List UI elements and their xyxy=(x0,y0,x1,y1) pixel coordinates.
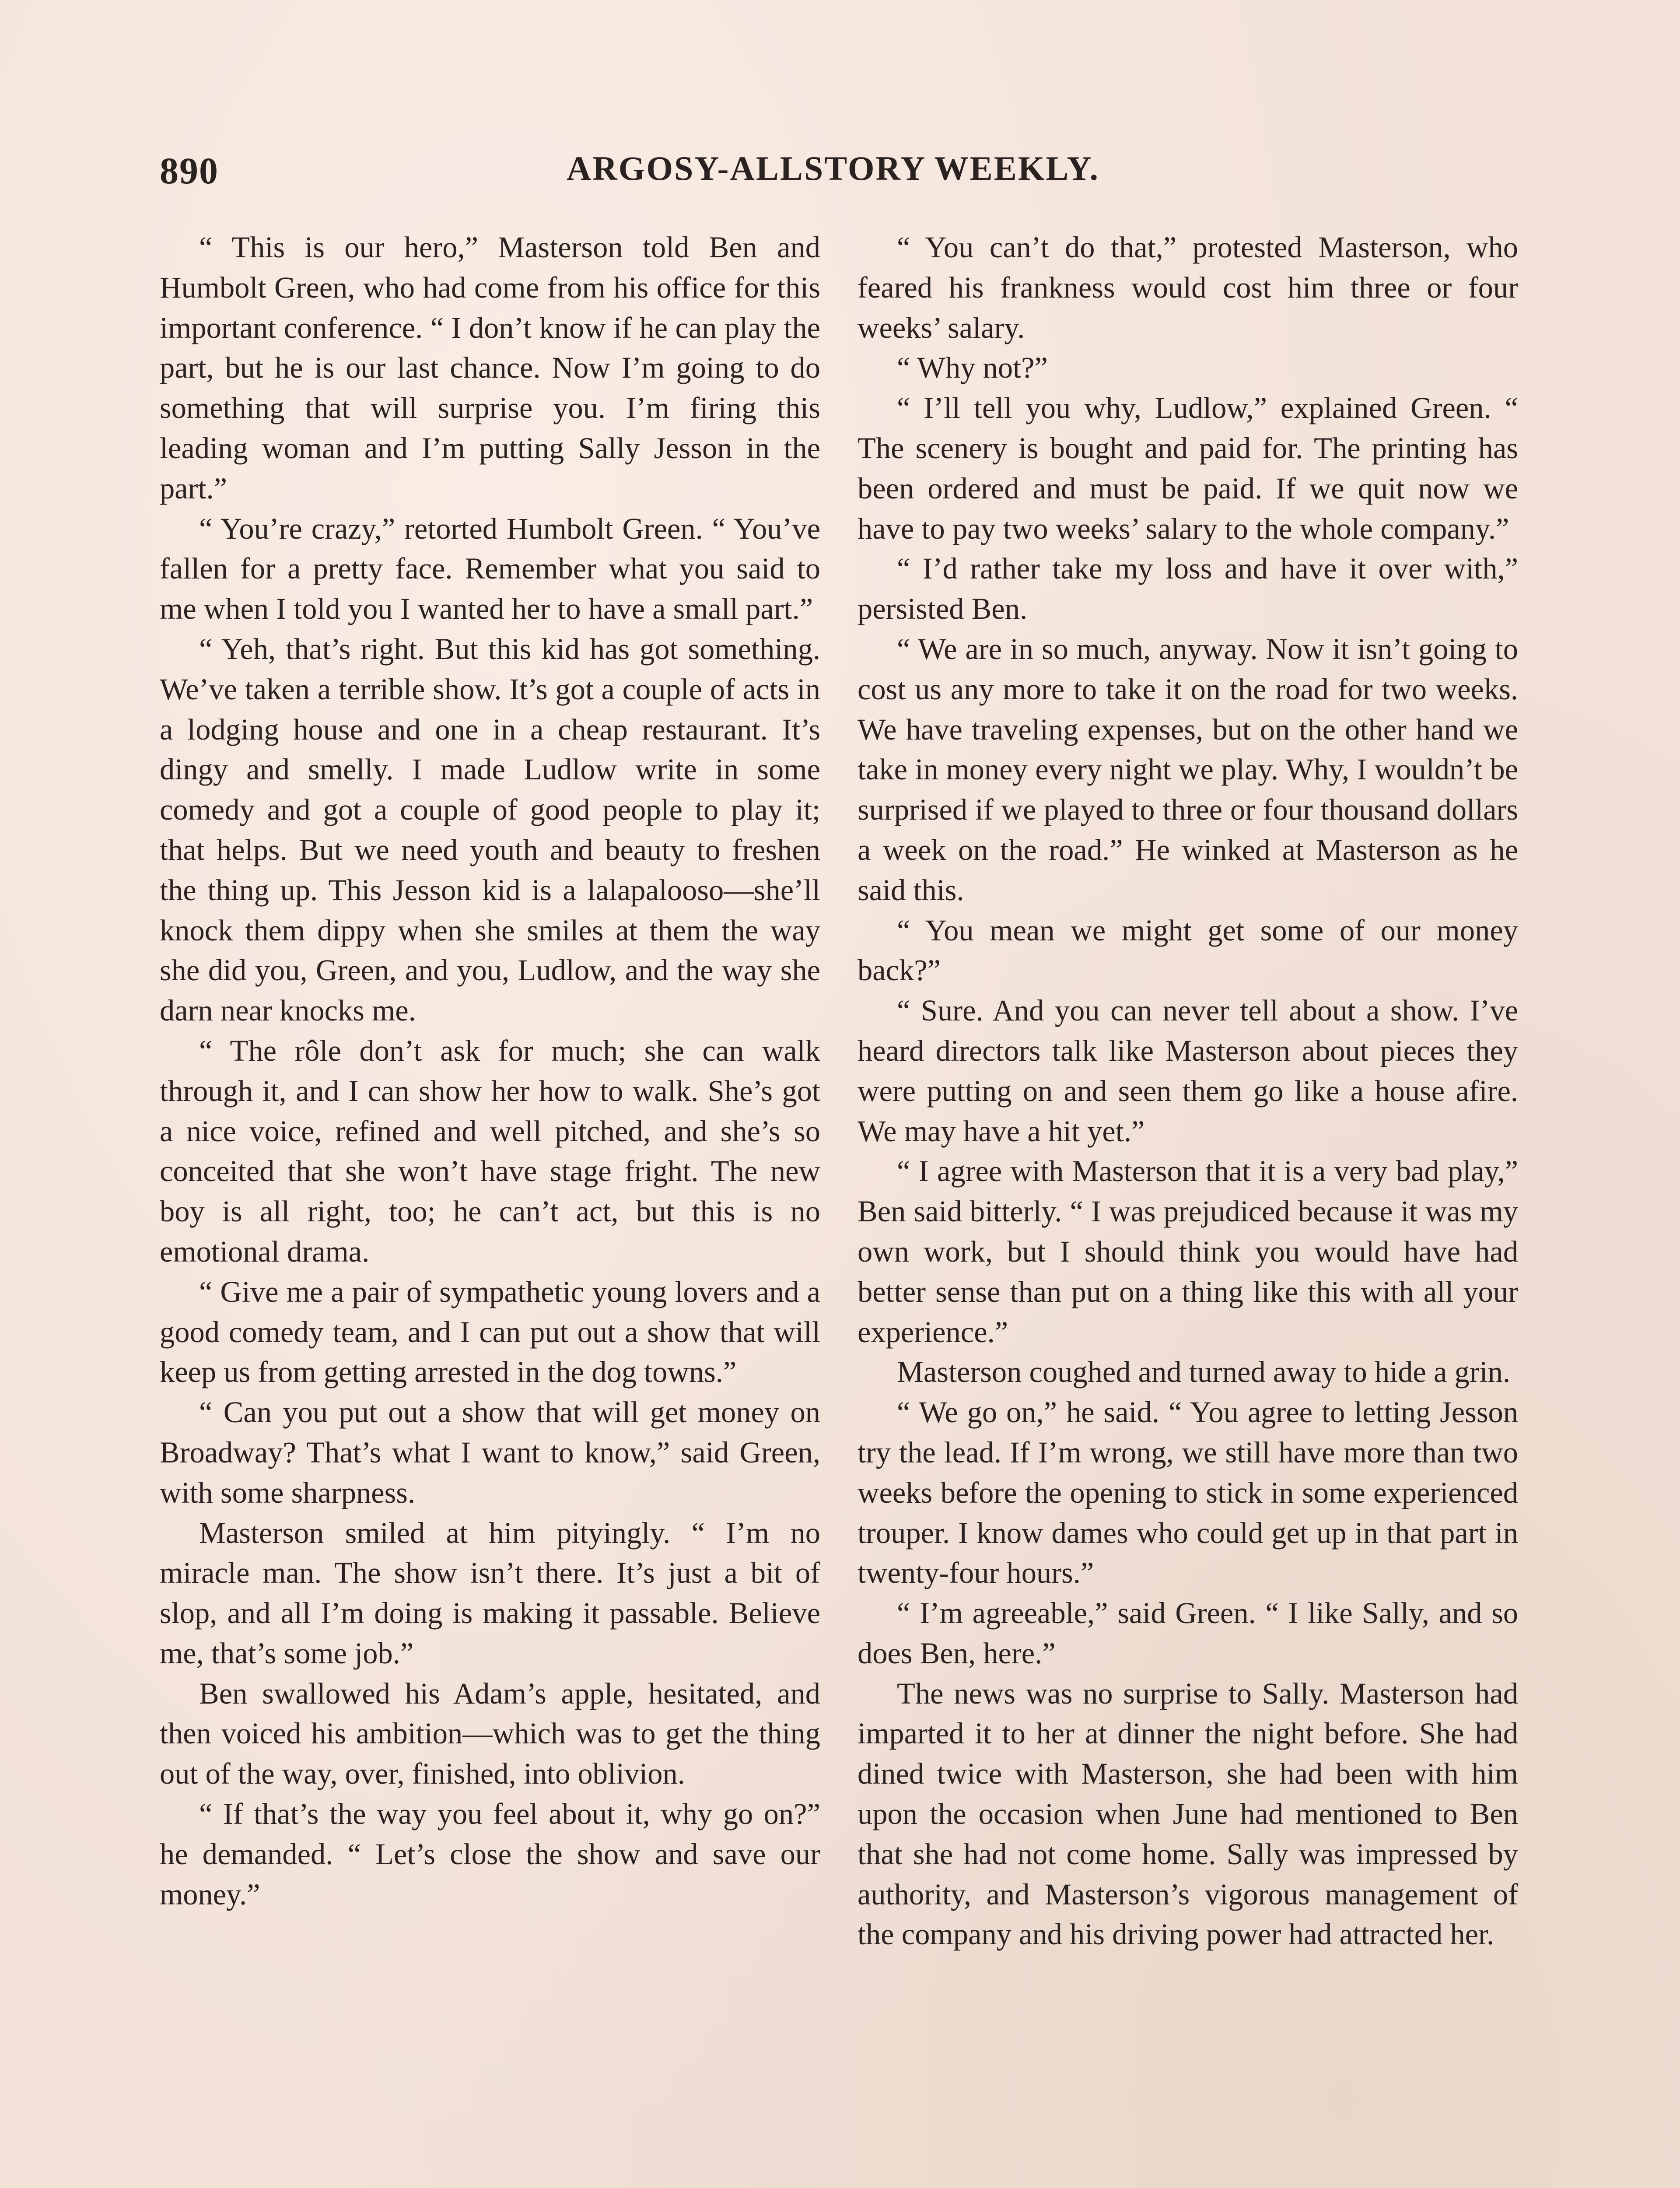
page-number: 890 xyxy=(160,150,219,192)
paragraph: “ You can’t do that,” protested Masterson, who feared his frankness would cost him three or four weeks’ salary. xyxy=(858,231,1518,344)
paragraph: “ If that’s the way you feel about it, why go on?” he demanded. “ Let’s close the show and save our money.” xyxy=(160,1797,820,1911)
paragraph: Ben swallowed his Adam’s apple, hesitated, and then voiced his ambition—which was to get the thing out of the way, over, finished, into oblivion. xyxy=(160,1676,820,1791)
paragraph: “ This is our hero,” Masterson told Ben and Humbolt Green, who had come from his office for this important conference. “ I don’t know if he can play the part, but he is our last chance. Now I’m going to do something that will surprise you. I’m firing this leading woman and I’m putting Sally Jesson in the part.” xyxy=(160,231,820,505)
paragraph: “ We are in so much, anyway. Now it isn’t going to cost us any more to take it on the road for two weeks. We have traveling expenses, but on the other hand we take in money every night we play. Why, I wouldn’t be surprised if we played to three or four thousand dollars a week on the road.” He winked at Masterson as he said this. xyxy=(858,632,1518,907)
right-column xyxy=(858,228,1518,1955)
paragraph: “ Can you put out a show that will get money on Broadway? That’s what I want to know,” said Green, with some sharpness. xyxy=(160,1396,820,1509)
paragraph: Masterson coughed and turned away to hide a grin. xyxy=(897,1355,1510,1389)
page-header xyxy=(160,149,1525,197)
paragraph: “ You mean we might get some of our money back?” xyxy=(858,913,1518,987)
paragraph: “ I’ll tell you why, Ludlow,” explained Green. “ The scenery is bought and paid for. The printing has been ordered and must be paid. If we quit now we have to pay two weeks’ salary to the whole company.” xyxy=(858,391,1518,545)
paragraph: “ I’d rather take my loss and have it over with,” persisted Ben. xyxy=(858,552,1518,626)
paragraph: “ Sure. And you can never tell about a show. I’ve heard directors talk like Masterson about pieces they were putting on and seen them go like a house afire. We may have a hit yet.” xyxy=(858,994,1518,1148)
paragraph: “ Yeh, that’s right. But this kid has got something. We’ve taken a terrible show. It’s got a couple of acts in a lodging house and one in a cheap restaurant. It’s dingy and smelly. I made Ludlow write in some comedy and got a couple of good people to play it; that helps. But we need youth and beauty to freshen the thing up. This Jesson kid is a lalapalooso—she’ll knock them dippy when she smiles at them the way she did you, Green, and you, Ludlow, and the way she darn near knocks me. xyxy=(160,632,820,1027)
paragraph: “ Why not?” xyxy=(897,351,1048,385)
paragraph: “ We go on,” he said. “ You agree to letting Jesson try the lead. If I’m wrong, we still have more than two weeks before the opening to stick in some experienced trouper. I know dames who could get up in that part in twenty-four hours.” xyxy=(858,1396,1518,1590)
paragraph: “ You’re crazy,” retorted Humbolt Green. “ You’ve fallen for a pretty face. Remember what you said to me when I told you I wanted her to have a small part.” xyxy=(160,512,820,626)
paragraph: Masterson smiled at him pityingly. “ I’m no miracle man. The show isn’t there. It’s just a bit of slop, and all I’m doing is making it passable. Believe me, that’s some job.” xyxy=(160,1516,820,1670)
paragraph: “ I’m agreeable,” said Green. “ I like Sally, and so does Ben, here.” xyxy=(858,1596,1518,1670)
left-column xyxy=(160,228,820,1914)
paragraph: The news was no surprise to Sally. Masterson had imparted it to her at dinner the night before. She had dined twice with Masterson, she had been with him upon the occasion when June had mentioned to Ben that she had not come home. Sally was impressed by authority, and Masterson’s vigorous management of the company and his driving power had attracted her. xyxy=(858,1676,1518,1951)
paragraph: “ The rôle don’t ask for much; she can walk through it, and I can show her how to walk. She’s got a nice voice, refined and well pitched, and she’s so conceited that she won’t have stage fright. The new boy is all right, too; he can’t act, but this is no emotional drama. xyxy=(160,1034,820,1268)
paragraph: “ I agree with Masterson that it is a very bad play,” Ben said bitterly. “ I was prejudiced because it was my own work, but I should think you would have had better sense than put on a thing like this with all your experience.” xyxy=(858,1154,1518,1349)
paragraph: “ Give me a pair of sympathetic young lovers and a good comedy team, and I can put out a show that will keep us from getting arrested in the dog towns.” xyxy=(160,1275,820,1389)
running-title: ARGOSY-ALLSTORY WEEKLY. xyxy=(567,149,1099,187)
